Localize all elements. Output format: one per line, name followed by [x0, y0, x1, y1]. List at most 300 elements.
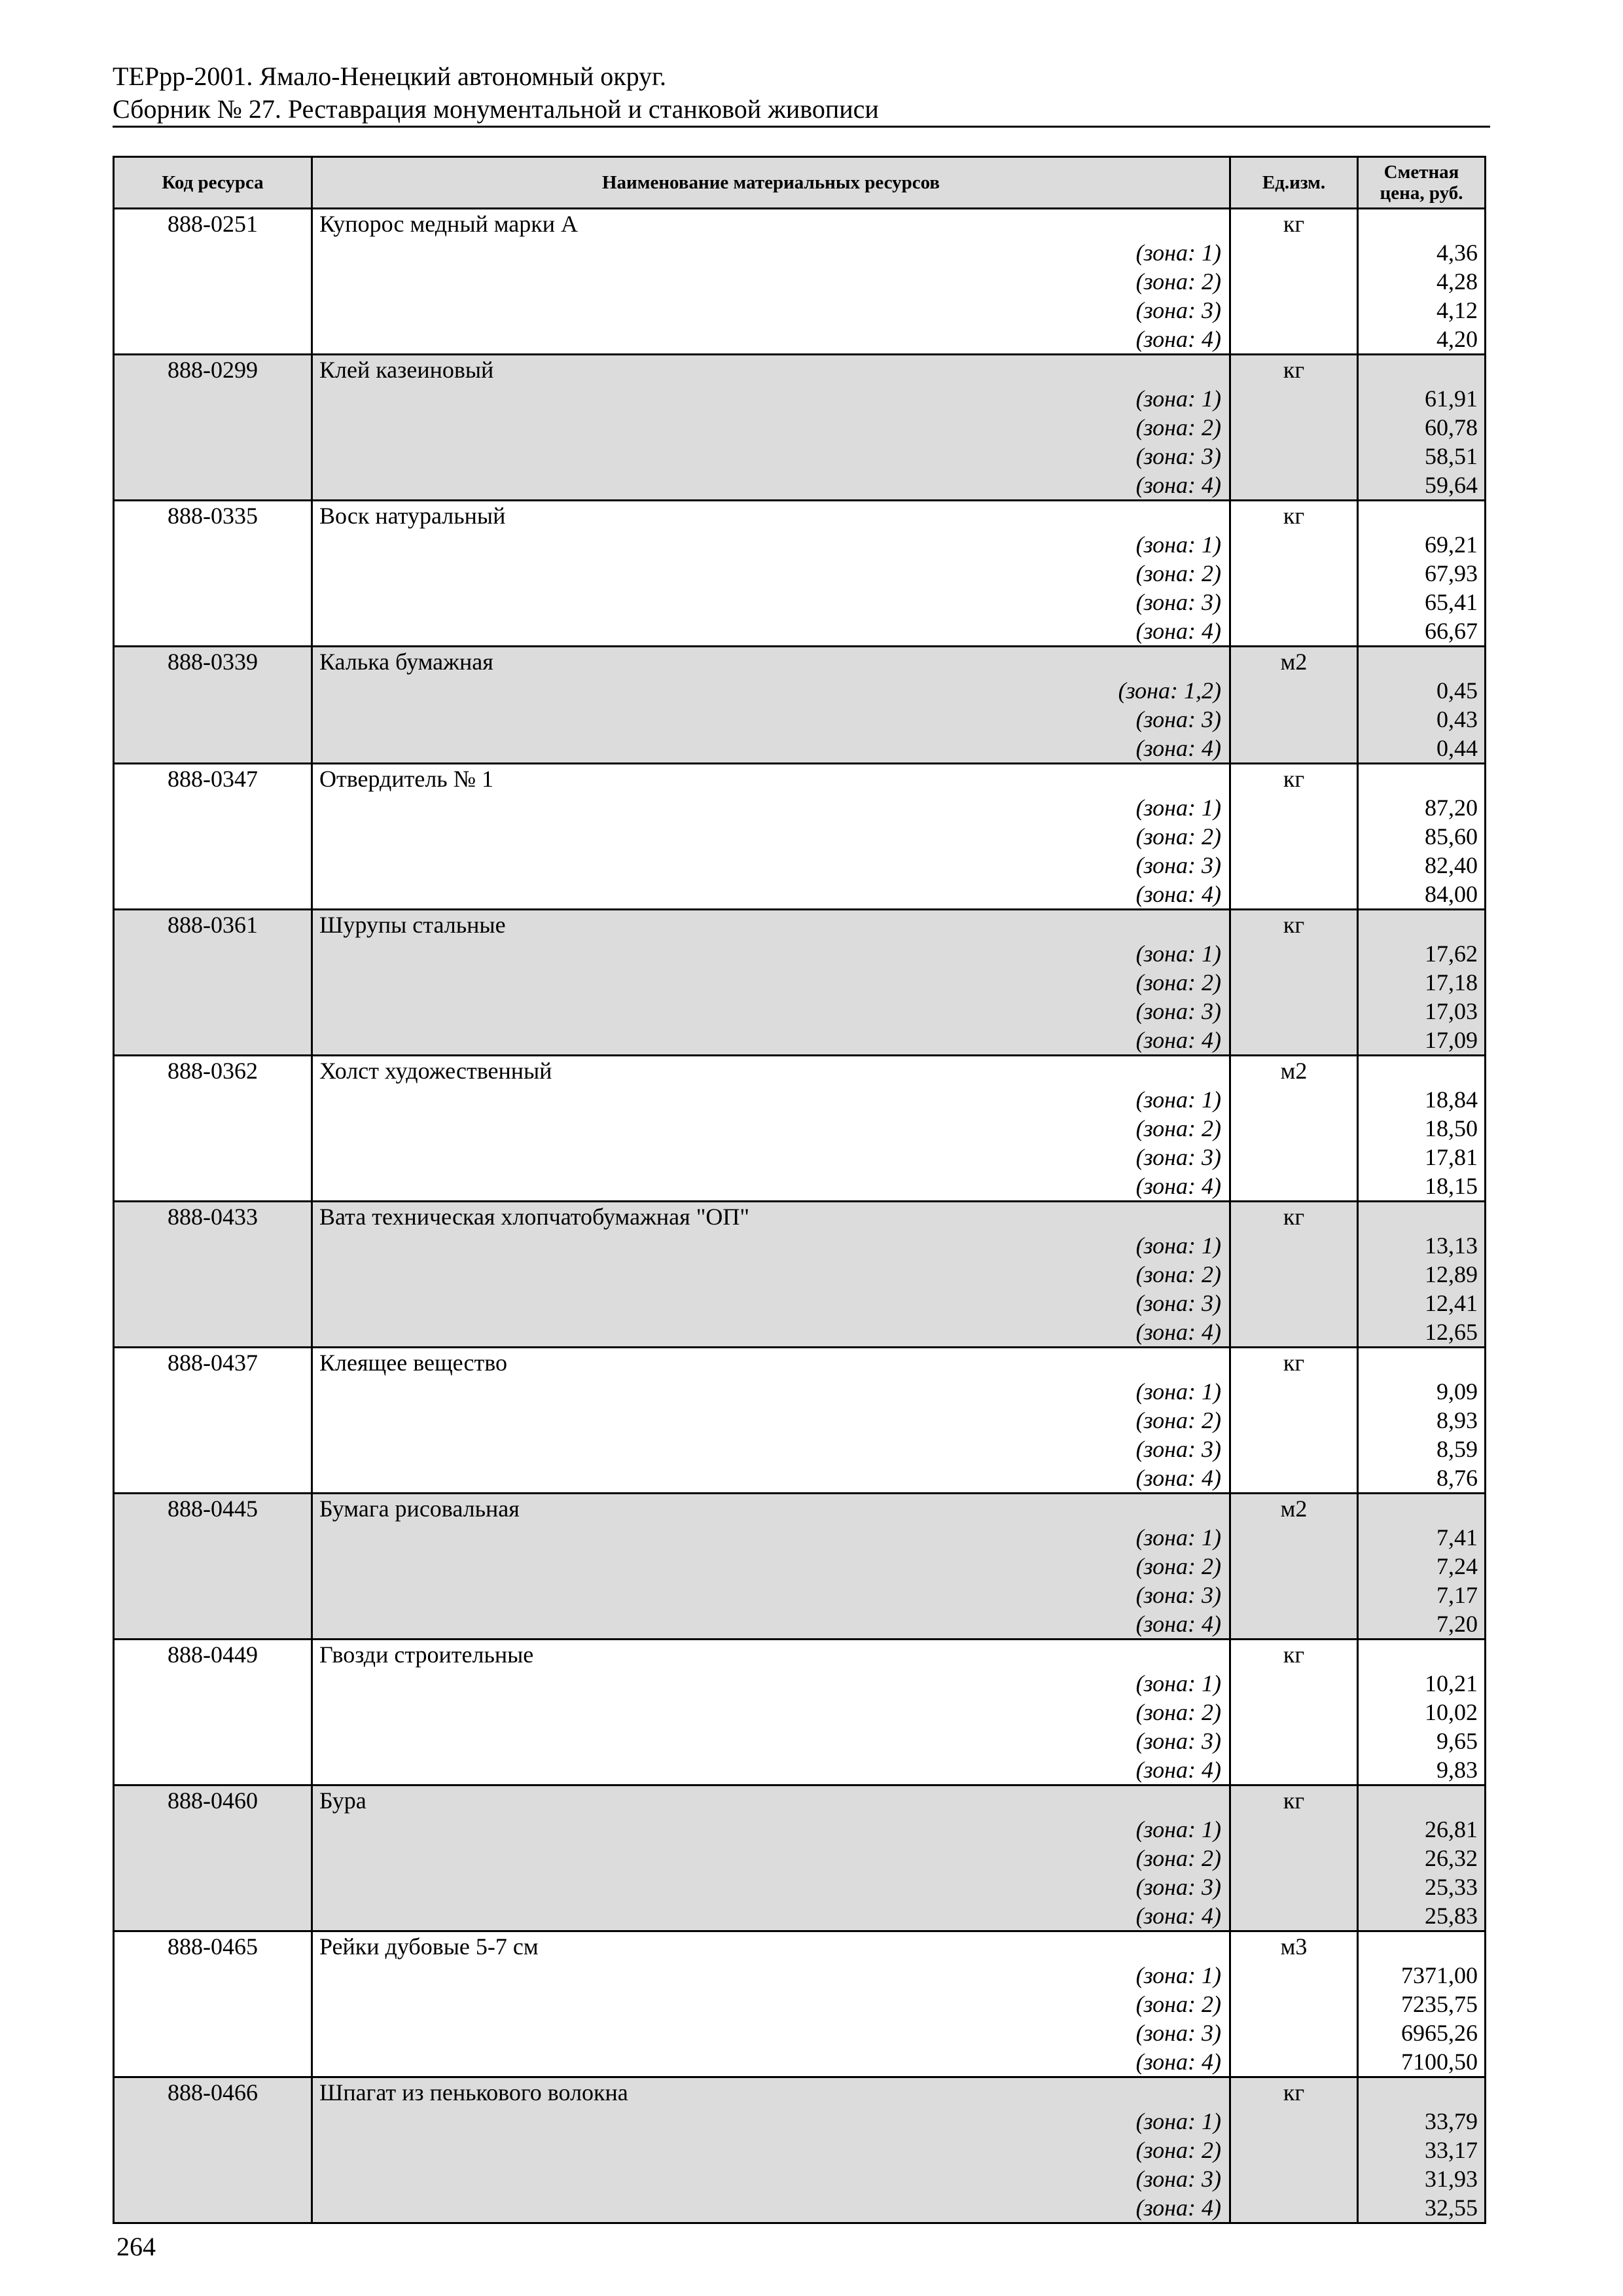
resource-unit-empty [1230, 530, 1358, 559]
resource-code-empty [114, 1114, 312, 1143]
zone-price-row [114, 1961, 1486, 1990]
zone-price-row [114, 2047, 1486, 2077]
resource-unit-empty [1230, 296, 1358, 325]
resource-code-empty [114, 851, 312, 880]
zone-price: 0,43 [1358, 705, 1486, 734]
zone-label: (зона: 2) [312, 822, 1230, 851]
resource-price-empty [1358, 2077, 1486, 2108]
zone-price-row [114, 617, 1486, 647]
zone-label: (зона: 2) [312, 1406, 1230, 1435]
resource-unit-empty [1230, 1901, 1358, 1931]
table-row [114, 1494, 1486, 1524]
zone-price-row [114, 413, 1486, 442]
table-row [114, 1348, 1486, 1378]
resource-unit: кг [1230, 209, 1358, 239]
resource-unit-empty [1230, 1609, 1358, 1640]
zone-label: (зона: 4) [312, 1172, 1230, 1202]
zone-price-row [114, 1114, 1486, 1143]
zone-price: 32,55 [1358, 2193, 1486, 2223]
zone-price: 8,76 [1358, 1463, 1486, 1494]
resource-code-empty [114, 559, 312, 588]
zone-price: 0,45 [1358, 676, 1486, 705]
zone-label: (зона: 1) [312, 1815, 1230, 1844]
resource-name: Отвердитель № 1 [312, 764, 1230, 794]
zone-price-row [114, 1435, 1486, 1463]
page-header [113, 60, 1490, 126]
resource-price-empty [1358, 910, 1486, 940]
zone-label: (зона: 1) [312, 939, 1230, 968]
zone-price-row [114, 705, 1486, 734]
column-header-unit: Ед.изм. [1230, 157, 1358, 209]
zone-price: 4,12 [1358, 296, 1486, 325]
zone-price: 17,18 [1358, 968, 1486, 997]
column-header-name: Наименование материальных ресурсов [312, 157, 1230, 209]
zone-price: 13,13 [1358, 1231, 1486, 1260]
zone-label: (зона: 4) [312, 1755, 1230, 1785]
resource-unit-empty [1230, 1844, 1358, 1873]
zone-price: 61,91 [1358, 384, 1486, 413]
resource-unit-empty [1230, 1815, 1358, 1844]
zone-price: 9,65 [1358, 1727, 1486, 1755]
resource-price-empty [1358, 355, 1486, 385]
zone-price-row [114, 997, 1486, 1026]
zone-price: 31,93 [1358, 2164, 1486, 2193]
zone-price-row [114, 2164, 1486, 2193]
resource-code: 888-0362 [114, 1056, 312, 1086]
resource-unit-empty [1230, 705, 1358, 734]
resource-unit-empty [1230, 793, 1358, 822]
resource-unit-empty [1230, 2107, 1358, 2136]
zone-price: 25,33 [1358, 1873, 1486, 1901]
resource-unit-empty [1230, 1435, 1358, 1463]
resource-code-empty [114, 1698, 312, 1727]
resource-code-empty [114, 1552, 312, 1581]
resource-code-empty [114, 1260, 312, 1289]
resource-code-empty [114, 296, 312, 325]
zone-price: 26,32 [1358, 1844, 1486, 1873]
zone-label: (зона: 3) [312, 851, 1230, 880]
zone-price: 60,78 [1358, 413, 1486, 442]
zone-price-row [114, 1523, 1486, 1552]
zone-label: (зона: 2) [312, 1260, 1230, 1289]
zone-price-row [114, 822, 1486, 851]
zone-price: 67,93 [1358, 559, 1486, 588]
zone-label: (зона: 4) [312, 1901, 1230, 1931]
column-header-price-line1: Сметная [1383, 162, 1459, 183]
resource-unit: кг [1230, 1348, 1358, 1378]
column-header-price [1358, 157, 1486, 209]
zone-price: 87,20 [1358, 793, 1486, 822]
zone-price-row [114, 676, 1486, 705]
table-row [114, 910, 1486, 940]
resource-unit-empty [1230, 238, 1358, 267]
resource-unit-empty [1230, 939, 1358, 968]
resource-unit-empty [1230, 1669, 1358, 1698]
zone-price: 9,83 [1358, 1755, 1486, 1785]
zone-price: 7100,50 [1358, 2047, 1486, 2077]
resource-code: 888-0449 [114, 1640, 312, 1670]
zone-label: (зона: 4) [312, 734, 1230, 764]
resource-price-empty [1358, 1640, 1486, 1670]
resource-unit-empty [1230, 1873, 1358, 1901]
resource-unit-empty [1230, 1990, 1358, 2018]
zone-price-row [114, 2107, 1486, 2136]
resource-unit-empty [1230, 676, 1358, 705]
zone-price: 17,81 [1358, 1143, 1486, 1172]
zone-price-row [114, 1815, 1486, 1844]
zone-price-row [114, 880, 1486, 910]
zone-price-row [114, 559, 1486, 588]
zone-label: (зона: 1) [312, 530, 1230, 559]
zone-label: (зона: 3) [312, 997, 1230, 1026]
zone-price: 33,79 [1358, 2107, 1486, 2136]
zone-label: (зона: 4) [312, 617, 1230, 647]
column-header-code: Код ресурса [114, 157, 312, 209]
zone-price: 8,59 [1358, 1435, 1486, 1463]
zone-label: (зона: 4) [312, 1609, 1230, 1640]
zone-price-row [114, 1377, 1486, 1406]
zone-price-row [114, 1172, 1486, 1202]
resource-unit-empty [1230, 1289, 1358, 1318]
resource-unit-empty [1230, 1172, 1358, 1202]
resource-unit-empty [1230, 413, 1358, 442]
resource-unit-empty [1230, 997, 1358, 1026]
zone-price-row [114, 1260, 1486, 1289]
zone-price-row [114, 734, 1486, 764]
zone-price: 84,00 [1358, 880, 1486, 910]
resource-unit-empty [1230, 1085, 1358, 1114]
zone-price: 18,50 [1358, 1114, 1486, 1143]
table-row [114, 209, 1486, 239]
resource-unit-empty [1230, 1377, 1358, 1406]
zone-price-row [114, 1901, 1486, 1931]
resource-unit-empty [1230, 267, 1358, 296]
resource-code-empty [114, 1523, 312, 1552]
zone-price: 7,24 [1358, 1552, 1486, 1581]
zone-label: (зона: 3) [312, 1727, 1230, 1755]
zone-label: (зона: 3) [312, 1873, 1230, 1901]
resource-unit-empty [1230, 2018, 1358, 2047]
resource-unit-empty [1230, 559, 1358, 588]
zone-label: (зона: 3) [312, 2164, 1230, 2193]
resource-unit: кг [1230, 355, 1358, 385]
table-row [114, 501, 1486, 531]
zone-label: (зона: 3) [312, 705, 1230, 734]
resource-price-empty [1358, 1348, 1486, 1378]
resource-code: 888-0335 [114, 501, 312, 531]
zone-price: 26,81 [1358, 1815, 1486, 1844]
zone-label: (зона: 2) [312, 267, 1230, 296]
resource-name: Воск натуральный [312, 501, 1230, 531]
zone-price-row [114, 384, 1486, 413]
zone-price: 4,36 [1358, 238, 1486, 267]
zone-price: 17,62 [1358, 939, 1486, 968]
resource-unit-empty [1230, 1961, 1358, 1990]
resource-code-empty [114, 1435, 312, 1463]
zone-price: 18,84 [1358, 1085, 1486, 1114]
zone-price: 10,21 [1358, 1669, 1486, 1698]
resource-code: 888-0466 [114, 2077, 312, 2108]
resource-code-empty [114, 1289, 312, 1318]
resource-name: Холст художественный [312, 1056, 1230, 1086]
zone-label: (зона: 2) [312, 1698, 1230, 1727]
zone-price: 18,15 [1358, 1172, 1486, 1202]
resource-code-empty [114, 793, 312, 822]
resource-name: Шурупы стальные [312, 910, 1230, 940]
zone-price: 7,20 [1358, 1609, 1486, 1640]
resource-code-empty [114, 939, 312, 968]
resource-unit-empty [1230, 734, 1358, 764]
resource-code-empty [114, 1406, 312, 1435]
zone-price-row [114, 238, 1486, 267]
table-row [114, 355, 1486, 385]
resource-code-empty [114, 822, 312, 851]
resource-unit-empty [1230, 1581, 1358, 1609]
zone-price-row [114, 939, 1486, 968]
zone-label: (зона: 4) [312, 1026, 1230, 1056]
resource-code-empty [114, 325, 312, 355]
resource-price-empty [1358, 1931, 1486, 1962]
zone-price: 25,83 [1358, 1901, 1486, 1931]
resource-unit: м2 [1230, 1494, 1358, 1524]
zone-price-row [114, 793, 1486, 822]
zone-label: (зона: 3) [312, 588, 1230, 617]
resource-code: 888-0460 [114, 1785, 312, 1816]
zone-price: 6965,26 [1358, 2018, 1486, 2047]
resource-code-empty [114, 2047, 312, 2077]
zone-price: 17,03 [1358, 997, 1486, 1026]
zone-price: 9,09 [1358, 1377, 1486, 1406]
resource-price-empty [1358, 1785, 1486, 1816]
zone-label: (зона: 3) [312, 1581, 1230, 1609]
resource-code-empty [114, 880, 312, 910]
resource-unit: м2 [1230, 1056, 1358, 1086]
resource-name: Бура [312, 1785, 1230, 1816]
zone-price-row [114, 1289, 1486, 1318]
resource-code-empty [114, 1961, 312, 1990]
resource-code-empty [114, 1026, 312, 1056]
resource-unit-empty [1230, 2047, 1358, 2077]
resource-unit-empty [1230, 1143, 1358, 1172]
zone-price: 10,02 [1358, 1698, 1486, 1727]
zone-price-row [114, 1026, 1486, 1056]
resource-code: 888-0437 [114, 1348, 312, 1378]
resource-unit: м3 [1230, 1931, 1358, 1962]
zone-label: (зона: 2) [312, 1552, 1230, 1581]
zone-price-row [114, 296, 1486, 325]
zone-label: (зона: 2) [312, 2136, 1230, 2164]
resource-name: Рейки дубовые 5-7 см [312, 1931, 1230, 1962]
resource-code-empty [114, 1901, 312, 1931]
resource-unit: кг [1230, 1202, 1358, 1232]
table-body [114, 209, 1486, 2223]
table-row [114, 1785, 1486, 1816]
resource-code-empty [114, 1727, 312, 1755]
resource-unit-empty [1230, 1727, 1358, 1755]
resource-code-empty [114, 1669, 312, 1698]
resource-price-empty [1358, 764, 1486, 794]
resources-table [113, 156, 1486, 2224]
zone-price-row [114, 851, 1486, 880]
zone-price: 33,17 [1358, 2136, 1486, 2164]
zone-price-row [114, 267, 1486, 296]
zone-label: (зона: 2) [312, 968, 1230, 997]
zone-label: (зона: 1) [312, 793, 1230, 822]
resource-name: Шпагат из пенькового волокна [312, 2077, 1230, 2108]
table-row [114, 1640, 1486, 1670]
zone-price-row [114, 1609, 1486, 1640]
zone-price-row [114, 2018, 1486, 2047]
zone-price-row [114, 325, 1486, 355]
zone-label: (зона: 1) [312, 238, 1230, 267]
resource-unit-empty [1230, 1523, 1358, 1552]
resource-code-empty [114, 530, 312, 559]
resource-name: Гвозди строительные [312, 1640, 1230, 1670]
resource-unit: кг [1230, 1785, 1358, 1816]
zone-price-row [114, 1581, 1486, 1609]
resource-unit-empty [1230, 1026, 1358, 1056]
zone-price-row [114, 530, 1486, 559]
zone-label: (зона: 3) [312, 2018, 1230, 2047]
zone-price: 85,60 [1358, 822, 1486, 851]
resource-code-empty [114, 2136, 312, 2164]
zone-price-row [114, 1844, 1486, 1873]
zone-label: (зона: 2) [312, 1990, 1230, 2018]
zone-price: 7,41 [1358, 1523, 1486, 1552]
resource-code-empty [114, 1463, 312, 1494]
resource-code-empty [114, 676, 312, 705]
zone-price: 7,17 [1358, 1581, 1486, 1609]
zone-price-row [114, 471, 1486, 501]
resource-code: 888-0347 [114, 764, 312, 794]
zone-label: (зона: 2) [312, 413, 1230, 442]
zone-label: (зона: 2) [312, 1844, 1230, 1873]
zone-price: 4,20 [1358, 325, 1486, 355]
zone-price-row [114, 1727, 1486, 1755]
resource-code-empty [114, 1377, 312, 1406]
resource-code: 888-0465 [114, 1931, 312, 1962]
zone-price-row [114, 1698, 1486, 1727]
resource-name: Калька бумажная [312, 647, 1230, 677]
zone-label: (зона: 1) [312, 2107, 1230, 2136]
resource-code-empty [114, 734, 312, 764]
table-row [114, 764, 1486, 794]
zone-label: (зона: 1) [312, 1961, 1230, 1990]
zone-label: (зона: 4) [312, 2193, 1230, 2223]
zone-price-row [114, 1143, 1486, 1172]
resource-unit-empty [1230, 880, 1358, 910]
resource-unit-empty [1230, 442, 1358, 471]
resource-unit-empty [1230, 1463, 1358, 1494]
resource-code-empty [114, 2107, 312, 2136]
zone-label: (зона: 4) [312, 1463, 1230, 1494]
zone-label: (зона: 1) [312, 384, 1230, 413]
zone-label: (зона: 1) [312, 1523, 1230, 1552]
resource-unit-empty [1230, 1698, 1358, 1727]
zone-price-row [114, 1463, 1486, 1494]
resource-unit-empty [1230, 1260, 1358, 1289]
resource-code-empty [114, 588, 312, 617]
resource-code-empty [114, 413, 312, 442]
resource-code-empty [114, 2164, 312, 2193]
zone-price: 8,93 [1358, 1406, 1486, 1435]
zone-price-row [114, 1873, 1486, 1901]
resource-code-empty [114, 1581, 312, 1609]
resource-code-empty [114, 1231, 312, 1260]
resource-code-empty [114, 442, 312, 471]
zone-price: 69,21 [1358, 530, 1486, 559]
resource-unit-empty [1230, 2164, 1358, 2193]
resource-name: Бумага рисовальная [312, 1494, 1230, 1524]
resource-code-empty [114, 1873, 312, 1901]
zone-price: 7235,75 [1358, 1990, 1486, 2018]
zone-price-row [114, 442, 1486, 471]
resource-code-empty [114, 705, 312, 734]
resource-code-empty [114, 1844, 312, 1873]
zone-price-row [114, 1755, 1486, 1785]
resource-code-empty [114, 1172, 312, 1202]
resource-unit-empty [1230, 1318, 1358, 1348]
table-row [114, 1056, 1486, 1086]
zone-label: (зона: 2) [312, 559, 1230, 588]
zone-label: (зона: 4) [312, 471, 1230, 501]
resource-unit-empty [1230, 851, 1358, 880]
zone-price: 12,65 [1358, 1318, 1486, 1348]
resource-code: 888-0251 [114, 209, 312, 239]
resource-unit-empty [1230, 384, 1358, 413]
resource-code: 888-0339 [114, 647, 312, 677]
resource-unit-empty [1230, 588, 1358, 617]
resource-code-empty [114, 1990, 312, 2018]
resource-code-empty [114, 1318, 312, 1348]
resource-unit-empty [1230, 1406, 1358, 1435]
resource-unit-empty [1230, 1114, 1358, 1143]
resource-code-empty [114, 1085, 312, 1114]
zone-label: (зона: 1) [312, 1085, 1230, 1114]
resource-code: 888-0433 [114, 1202, 312, 1232]
header-title-line2: Сборник № 27. Реставрация монументальной и станковой живописи [113, 94, 879, 124]
table-row [114, 1931, 1486, 1962]
zone-label: (зона: 3) [312, 1289, 1230, 1318]
resource-name: Клей казеиновый [312, 355, 1230, 385]
resource-code-empty [114, 2193, 312, 2223]
zone-price-row [114, 1085, 1486, 1114]
resource-unit-empty [1230, 2136, 1358, 2164]
zone-price-row [114, 1669, 1486, 1698]
resource-price-empty [1358, 209, 1486, 239]
resource-unit-empty [1230, 617, 1358, 647]
resource-code-empty [114, 1143, 312, 1172]
resource-price-empty [1358, 1056, 1486, 1086]
resource-unit-empty [1230, 822, 1358, 851]
zone-label: (зона: 4) [312, 325, 1230, 355]
zone-price-row [114, 1406, 1486, 1435]
zone-price: 0,44 [1358, 734, 1486, 764]
resource-unit-empty [1230, 1552, 1358, 1581]
resource-code-empty [114, 238, 312, 267]
resource-name: Вата техническая хлопчатобумажная "ОП" [312, 1202, 1230, 1232]
zone-price: 12,89 [1358, 1260, 1486, 1289]
zone-price-row [114, 1318, 1486, 1348]
table-row [114, 2077, 1486, 2108]
zone-label: (зона: 1) [312, 1669, 1230, 1698]
zone-price: 58,51 [1358, 442, 1486, 471]
zone-price-row [114, 1990, 1486, 2018]
zone-label: (зона: 3) [312, 442, 1230, 471]
resource-unit: кг [1230, 1640, 1358, 1670]
zone-price: 12,41 [1358, 1289, 1486, 1318]
resource-unit-empty [1230, 325, 1358, 355]
